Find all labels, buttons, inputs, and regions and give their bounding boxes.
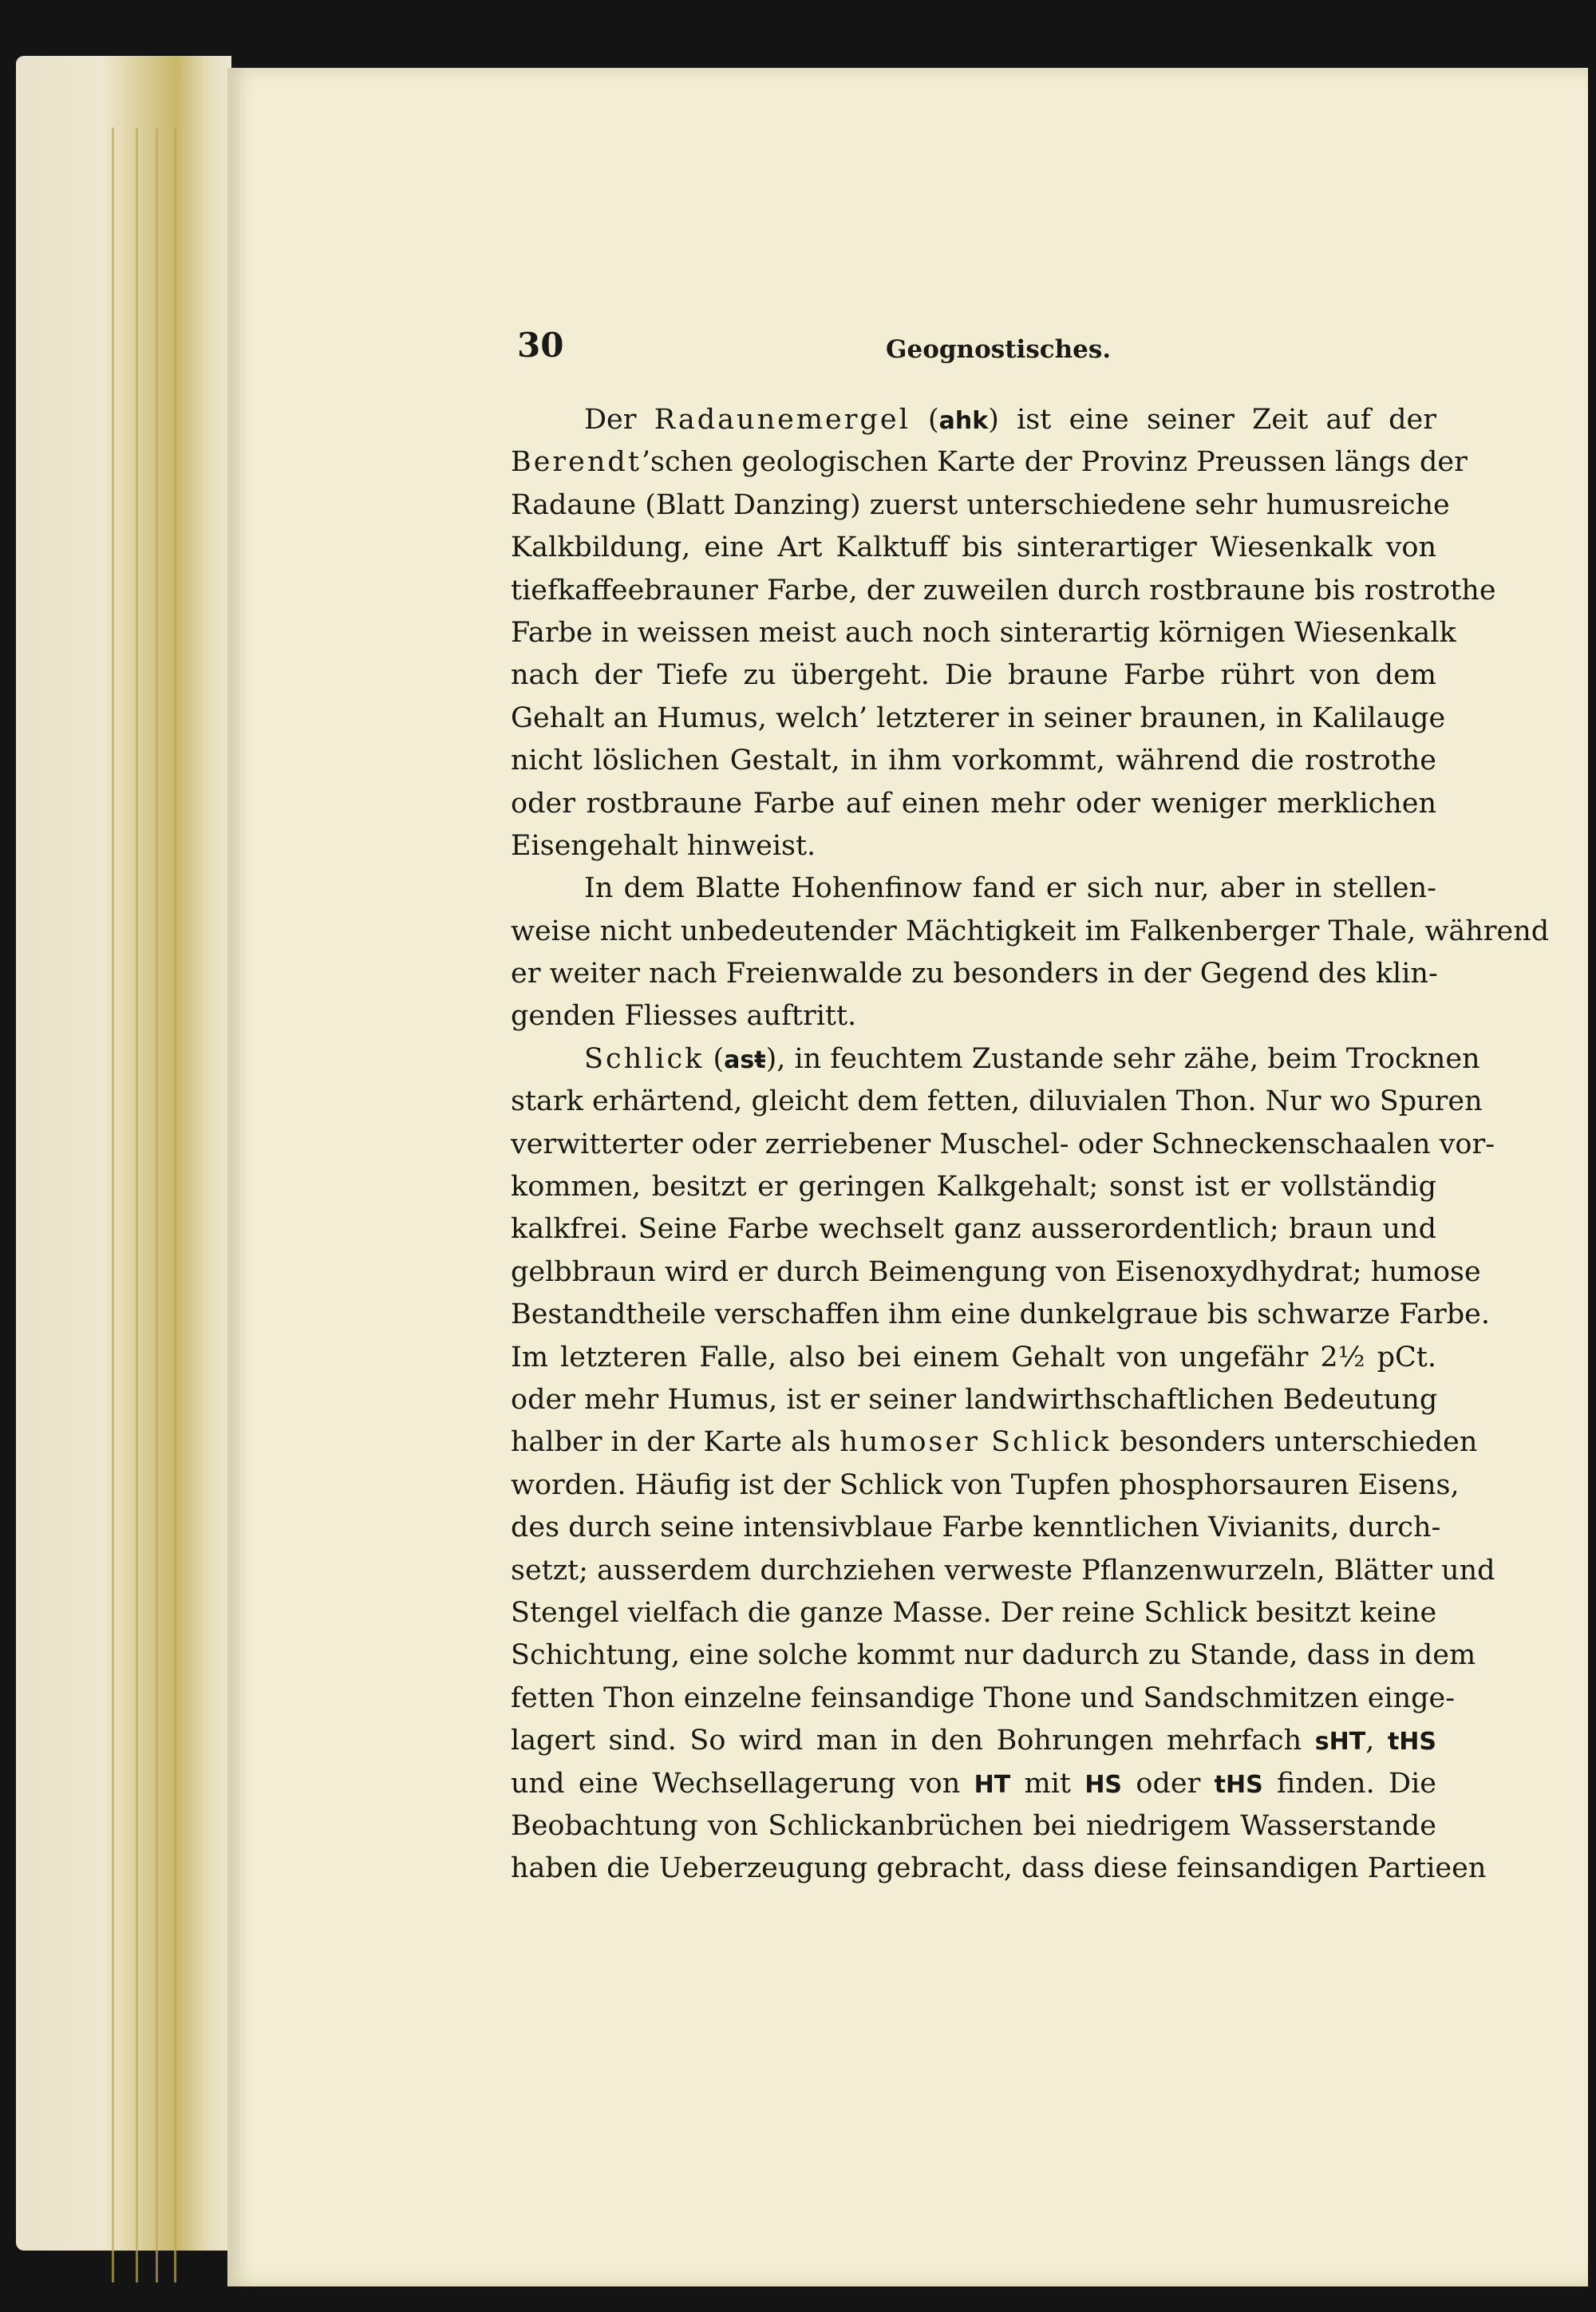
text-line: halber in der Karte als humoser Schlick besonders unterschieden	[511, 1426, 1478, 1459]
text-line: oder rostbraune Farbe auf einen mehr oder weniger merklichen	[511, 787, 1436, 820]
text-line: Schichtung, eine solche kommt nur dadurch zu Stande, dass in dem	[511, 1639, 1476, 1672]
map-symbol: sHT	[1314, 1728, 1366, 1757]
text-line: Stengel vielfach die ganze Masse. Der reine Schlick besitzt keine	[511, 1596, 1437, 1629]
text-line: Gehalt an Humus, welch’ letzterer in seiner braunen, in Kalilauge	[511, 702, 1446, 734]
map-symbol: tHS	[1214, 1770, 1263, 1799]
map-symbol: HT	[974, 1770, 1011, 1799]
text-line: genden Fliesses auftritt.	[511, 1000, 857, 1033]
body-text	[511, 399, 1550, 1891]
text-line: haben die Ueberzeugung gebracht, dass diese feinsandigen Partieen	[511, 1852, 1487, 1885]
page-edge-line	[156, 128, 158, 2282]
term-radaunemergel: Radaunemergel	[654, 404, 911, 436]
term-schlick: Schlick	[584, 1042, 705, 1075]
text-line: Radaune (Blatt Danzing) zuerst unterschiedene sehr humusreiche	[511, 488, 1450, 521]
page-edge-line	[174, 128, 176, 2282]
text-line: verwitterter oder zerriebener Muschel- oder Schneckenschaalen vor-	[511, 1128, 1495, 1160]
map-symbol: asŧ	[724, 1045, 766, 1074]
text-line: Eisengehalt hinweist.	[511, 829, 816, 862]
text-line: worden. Häufig ist der Schlick von Tupfen phosphorsauren Eisens,	[511, 1468, 1460, 1501]
text-line: und eine Wechsellagerung von HT mit HS oder tHS finden. Die	[511, 1767, 1437, 1800]
map-symbol: tHS	[1387, 1728, 1436, 1757]
text-line: tiefkaffeebrauner Farbe, der zuweilen durch rostbraune bis rostrothe	[511, 574, 1496, 607]
text-line: Im letzteren Falle, also bei einem Gehalt von ungefähr 2½ pCt.	[511, 1341, 1436, 1373]
text-line: gelbbraun wird er durch Beimengung von Eisenoxydhydrat; humose	[511, 1255, 1481, 1288]
text-line: Bestandtheile verschaffen ihm eine dunkelgraue bis schwarze Farbe.	[511, 1298, 1490, 1331]
text-line: Beobachtung von Schlickanbrüchen bei niedrigem Wasserstande	[511, 1809, 1436, 1842]
text-line: setzt; ausserdem durchziehen verweste Pflanzenwurzeln, Blätter und	[511, 1554, 1495, 1587]
author-name: Berendt	[511, 446, 642, 479]
text-line: er weiter nach Freienwalde zu besonders in der Gegend des klin-	[511, 958, 1438, 990]
text-line: Farbe in weissen meist auch noch sinterartig körnigen Wiesenkalk	[511, 616, 1456, 649]
text-line: des durch seine intensivblaue Farbe kenntlichen Vivianits, durch-	[511, 1512, 1441, 1544]
text-line: Der Radaunemergel (ahk) ist eine seiner Zeit auf der	[584, 404, 1436, 436]
text-line: fetten Thon einzelne feinsandige Thone und Sandschmitzen einge-	[511, 1682, 1456, 1714]
text-line: In dem Blatte Hohenfinow fand er sich nur, aber in stellen-	[584, 872, 1436, 905]
text-line: nach der Tiefe zu übergeht. Die braune Farbe rührt von dem	[511, 659, 1436, 692]
page-number: 30	[517, 326, 564, 365]
map-symbol: HS	[1084, 1770, 1123, 1799]
text-line: weise nicht unbedeutender Mächtigkeit im Falkenberger Thale, während	[511, 915, 1550, 947]
text-line: oder mehr Humus, ist er seiner landwirthschaftlichen Bedeutung	[511, 1383, 1438, 1416]
text-line: nicht löslichen Gestalt, in ihm vorkommt, während die rostrothe	[511, 745, 1436, 777]
page-edge-line	[136, 128, 138, 2282]
text-line: kalkfrei. Seine Farbe wechselt ganz ausserordentlich; braun und	[511, 1213, 1436, 1246]
text-line: kommen, besitzt er geringen Kalkgehalt; sonst ist er vollständig	[511, 1171, 1436, 1203]
text-line: Kalkbildung, eine Art Kalktuff bis sinterartiger Wiesenkalk von	[511, 532, 1436, 564]
page-edge-line	[112, 128, 114, 2282]
text-line: Schlick (asŧ), in feuchtem Zustande sehr zähe, beim Trocknen	[584, 1042, 1480, 1075]
text-line: Berendt’schen geologischen Karte der Provinz Preussen längs der	[511, 446, 1468, 479]
map-symbol: ahk	[938, 407, 989, 435]
term-humoser-schlick: humoser Schlick	[839, 1426, 1112, 1459]
running-head: Geognostisches.	[886, 335, 1112, 364]
text-line: stark erhärtend, gleicht dem fetten, diluvialen Thon. Nur wo Spuren	[511, 1085, 1483, 1118]
book-page-edges	[16, 56, 231, 2251]
text-line: lagert sind. So wird man in den Bohrungen mehrfach sHT, tHS	[511, 1725, 1436, 1757]
